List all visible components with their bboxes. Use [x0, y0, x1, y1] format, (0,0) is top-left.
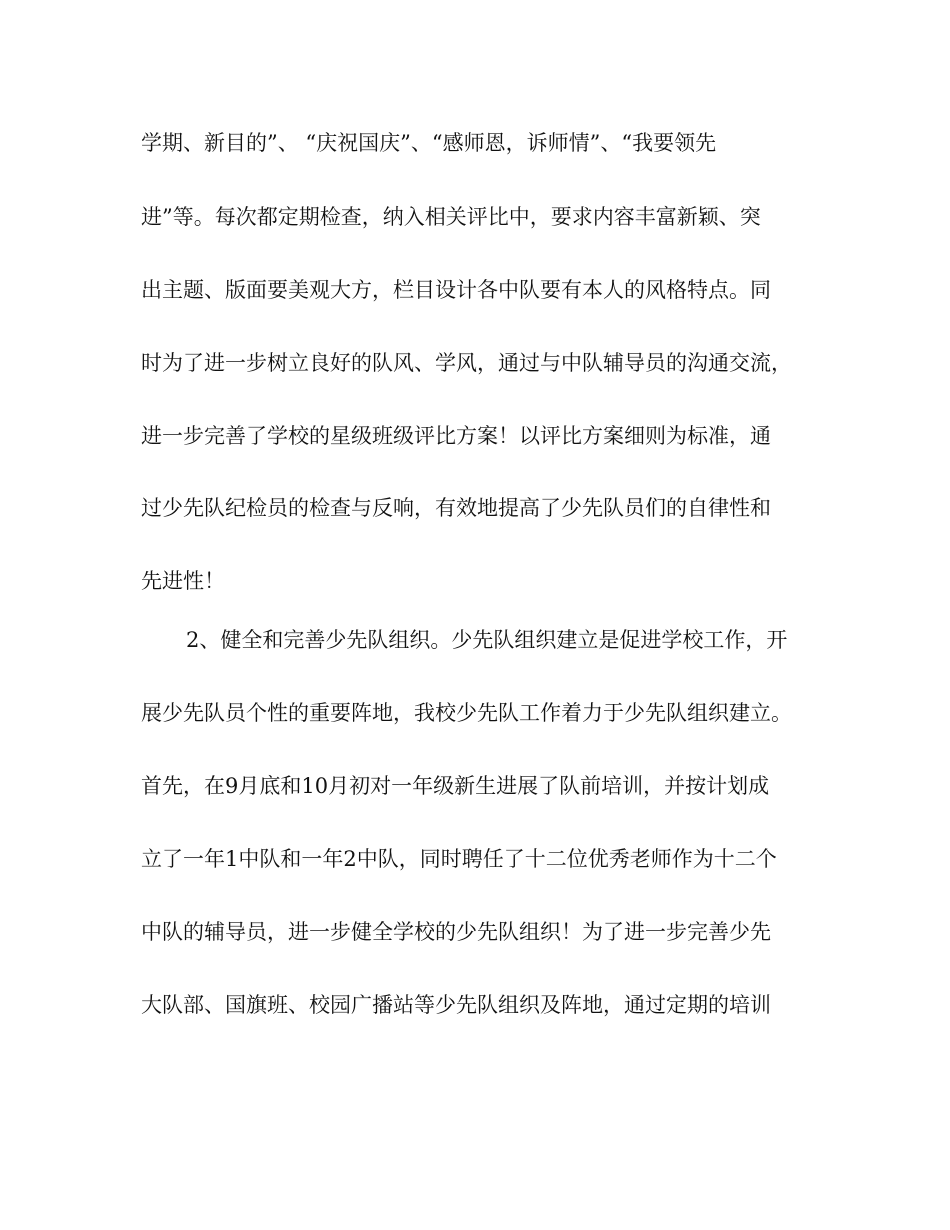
- text-line: 进一步完善了学校的星级班级评比方案！以评比方案细则为标准，通: [141, 424, 771, 448]
- text-line: 学期、新目的”、 “庆祝国庆”、“感师恩，诉师情”、“我要领先: [141, 131, 717, 155]
- text-line: 过少先队纪检员的检查与反响，有效地提高了少先队员们的自律性和: [141, 496, 771, 520]
- paragraph-first-line: 2、健全和完善少先队组织。少先队组织建立是促进学校工作，开: [186, 628, 788, 652]
- text-line: 大队部、国旗班、校园广播站等少先队组织及阵地，通过定期的培训: [141, 993, 771, 1017]
- text-line: 时为了进一步树立良好的队风、学风，通过与中队辅导员的沟通交流，: [141, 351, 792, 375]
- text-line: 首先，在9月底和10月初对一年级新生进展了队前培训，并按计划成: [141, 774, 770, 798]
- text-line: 展少先队员个性的重要阵地，我校少先队工作着力于少先队组织建立。: [141, 701, 792, 725]
- text-line: 中队的辅导员，进一步健全学校的少先队组织！为了进一步完善少先: [141, 920, 771, 944]
- text-line: 立了一年1中队和一年2中队，同时聘任了十二位优秀老师作为十二个: [141, 847, 777, 871]
- text-line: 进”等。每次都定期检查，纳入相关评比中，要求内容丰富新颖、突: [141, 205, 761, 229]
- text-line: 先进性！: [141, 569, 225, 593]
- text-line: 出主题、版面要美观大方，栏目设计各中队要有本人的风格特点。同: [141, 278, 771, 302]
